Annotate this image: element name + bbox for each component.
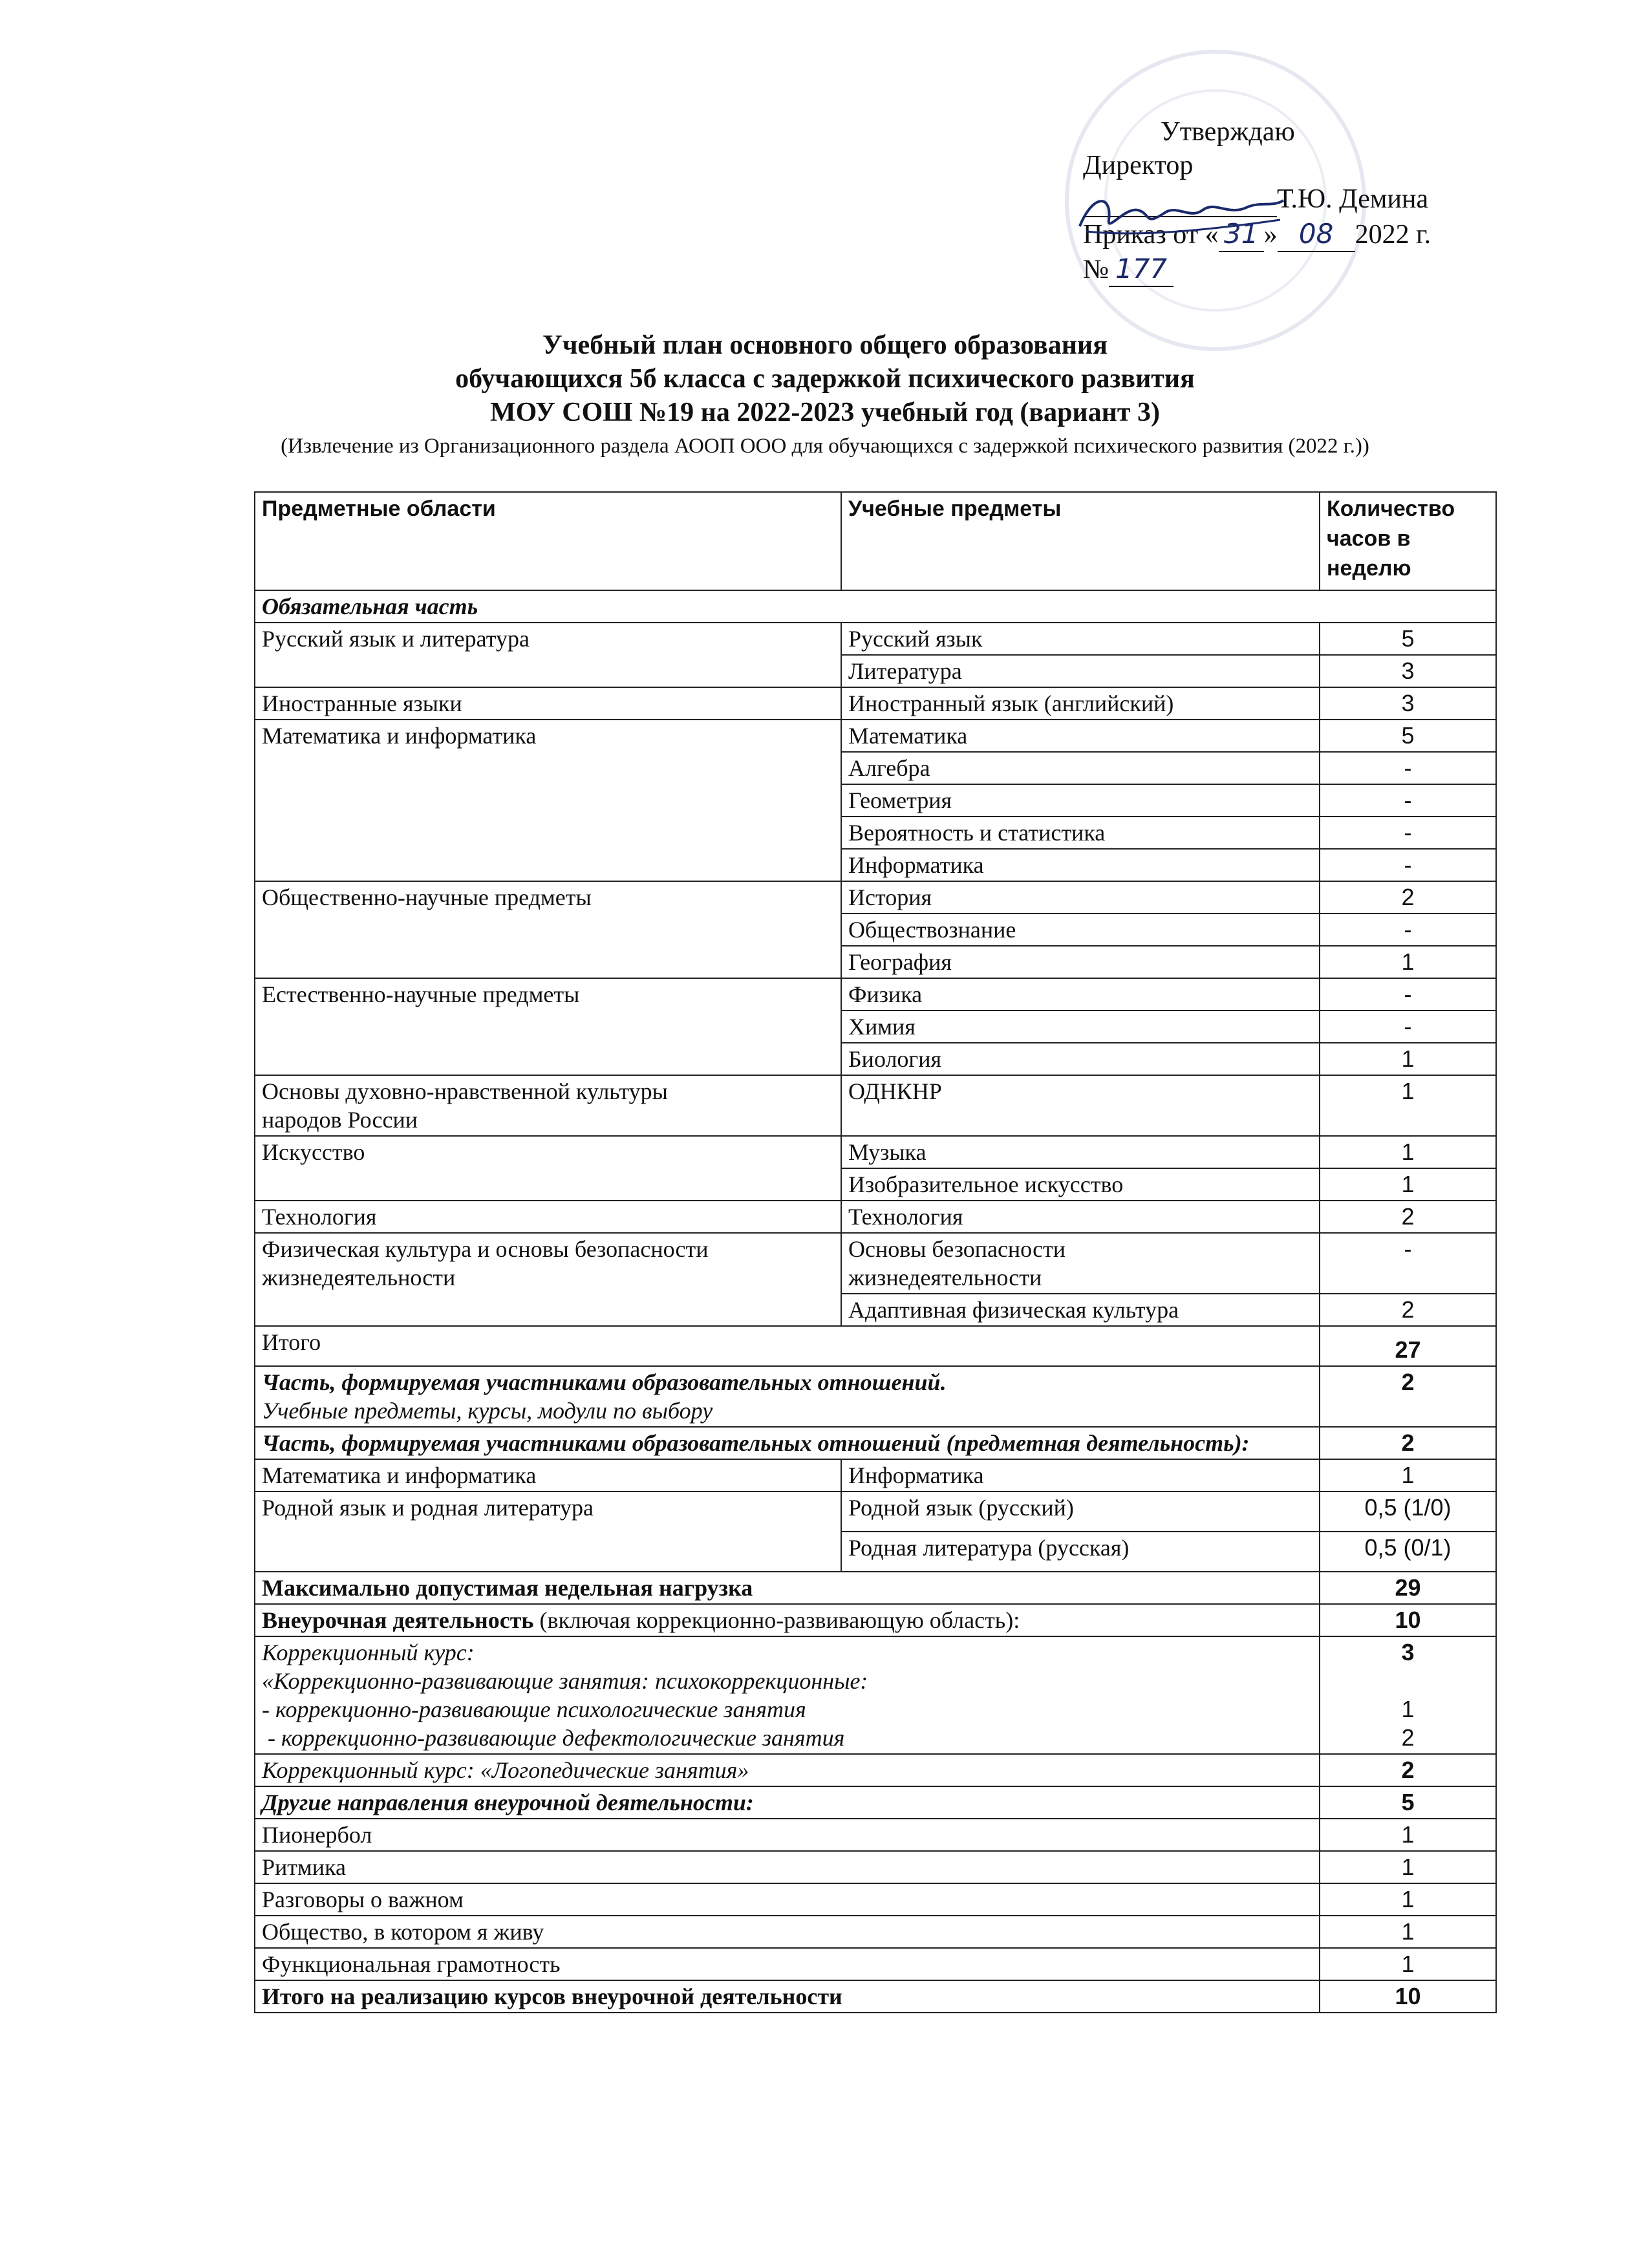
table-row xyxy=(255,978,1496,1011)
table-row xyxy=(255,720,1496,752)
hours-cell: 3 xyxy=(1320,655,1496,687)
activity-cell: Функциональная грамотность xyxy=(255,1948,1320,1980)
order-month: 08 xyxy=(1278,217,1355,252)
max-load-label: Максимально допустимая недельная нагрузка xyxy=(255,1572,1320,1604)
order-mid: » xyxy=(1263,220,1278,250)
subject-cell: Родной язык (русский) xyxy=(841,1492,1320,1532)
mandatory-part-row xyxy=(255,590,1496,623)
area-cell: Математика и информатика xyxy=(255,720,841,881)
table-row xyxy=(255,1201,1496,1233)
area-cell: Основы духовно-нравственной культуры народов России xyxy=(255,1075,841,1136)
subject-cell: Родная литература (русская) xyxy=(841,1532,1320,1572)
header-area: Предметные области xyxy=(255,492,841,590)
subject-cell: Литература xyxy=(841,655,1320,687)
area-cell: Математика и информатика xyxy=(255,1459,841,1492)
part-choice-hours: 2 xyxy=(1320,1366,1496,1427)
hours-cell: 1 xyxy=(1320,1883,1496,1916)
subject-cell: Физика xyxy=(841,978,1320,1011)
subject-cell: Изобразительное искусство xyxy=(841,1168,1320,1201)
subject-cell: Биология xyxy=(841,1043,1320,1075)
total-row xyxy=(255,1326,1496,1366)
total-label: Итого xyxy=(255,1326,1320,1366)
hours-cell: 1 xyxy=(1320,1916,1496,1948)
hours-cell: - xyxy=(1320,978,1496,1011)
activity-cell: Ритмика xyxy=(255,1851,1320,1883)
hours-cell: - xyxy=(1320,849,1496,881)
curriculum-table xyxy=(254,491,1497,2013)
hours-cell: 1 xyxy=(1320,1075,1496,1136)
document-title-block xyxy=(0,328,1650,460)
title-line-3: МОУ СОШ №19 на 2022-2023 учебный год (вариант 3) xyxy=(490,398,1160,427)
hours-cell: 1 xyxy=(1320,1043,1496,1075)
title-line-2: обучающихся 5б класса с задержкой психического развития xyxy=(455,364,1195,394)
table-row xyxy=(255,1819,1496,1851)
hours-cell: - xyxy=(1320,1011,1496,1043)
activity-cell: Общество, в котором я живу xyxy=(255,1916,1320,1948)
table-row xyxy=(255,1948,1496,1980)
speech-label: Коррекционный курс: «Логопедические занятия» xyxy=(255,1754,1320,1786)
subject-cell: История xyxy=(841,881,1320,914)
correction-row xyxy=(255,1636,1496,1754)
hours-cell: 2 xyxy=(1320,881,1496,914)
subject-cell: Основы безопасности жизнедеятельности xyxy=(841,1233,1320,1294)
hours-cell: 1 xyxy=(1320,1851,1496,1883)
hours-cell: - xyxy=(1320,1233,1496,1294)
activity-cell: Пионербол xyxy=(255,1819,1320,1851)
max-load-hours: 29 xyxy=(1320,1572,1496,1604)
subject-cell: Технология xyxy=(841,1201,1320,1233)
hours-cell: 5 xyxy=(1320,720,1496,752)
final-total-label: Итого на реализацию курсов внеурочной деятельности xyxy=(255,1980,1320,2013)
table-header-row xyxy=(255,492,1496,590)
hours-cell: 1 xyxy=(1320,1459,1496,1492)
table-row xyxy=(255,687,1496,720)
subject-cell: Обществознание xyxy=(841,914,1320,946)
table-row xyxy=(255,1136,1496,1168)
hours-cell: 3 xyxy=(1320,687,1496,720)
subject-cell: Информатика xyxy=(841,849,1320,881)
approval-title: Утверждаю xyxy=(1161,117,1295,147)
subject-cell: Геометрия xyxy=(841,784,1320,817)
table-row xyxy=(255,1459,1496,1492)
area-cell: Родной язык и родная литература xyxy=(255,1492,841,1572)
speech-hours: 2 xyxy=(1320,1754,1496,1786)
hours-cell: 1 xyxy=(1320,1168,1496,1201)
order-prefix: Приказ от « xyxy=(1083,220,1219,250)
subject-cell: Математика xyxy=(841,720,1320,752)
table-row xyxy=(255,1851,1496,1883)
header-subjects: Учебные предметы xyxy=(841,492,1320,590)
area-cell: Общественно-научные предметы xyxy=(255,881,841,978)
table-row xyxy=(255,1075,1496,1136)
area-cell: Естественно-научные предметы xyxy=(255,978,841,1075)
subject-cell: Адаптивная физическая культура xyxy=(841,1294,1320,1326)
extracurricular-hours: 10 xyxy=(1320,1604,1496,1636)
table-row xyxy=(255,623,1496,655)
mandatory-part-label: Обязательная часть xyxy=(255,590,1496,623)
subject-cell: Химия xyxy=(841,1011,1320,1043)
max-load-row xyxy=(255,1572,1496,1604)
title-line-1: Учебный план основного общего образования xyxy=(542,330,1108,360)
subject-cell: География xyxy=(841,946,1320,978)
part-choice-row xyxy=(255,1366,1496,1427)
part-subject-label: Часть, формируемая участниками образовательных отношений (предметная деятельность): xyxy=(255,1427,1320,1459)
area-cell: Технология xyxy=(255,1201,841,1233)
area-cell: Искусство xyxy=(255,1136,841,1201)
correction-label: Коррекционный курс: «Коррекционно-развивающие занятия: психокоррекционные: - коррекционно-развивающие психологические занятия - коррекционно-развивающие дефектологические занятия xyxy=(255,1636,1320,1754)
hours-cell: 5 xyxy=(1320,623,1496,655)
hours-cell: 2 xyxy=(1320,1201,1496,1233)
subject-cell: Иностранный язык (английский) xyxy=(841,687,1320,720)
area-cell: Русский язык и литература xyxy=(255,623,841,687)
subject-cell: Русский язык xyxy=(841,623,1320,655)
other-directions-row xyxy=(255,1786,1496,1819)
order-number-value: 177 xyxy=(1109,252,1173,287)
activity-cell: Разговоры о важном xyxy=(255,1883,1320,1916)
total-hours: 27 xyxy=(1320,1326,1496,1366)
hours-cell: 2 xyxy=(1320,1294,1496,1326)
hours-cell: - xyxy=(1320,752,1496,784)
subject-cell: ОДНКНР xyxy=(841,1075,1320,1136)
part-choice-label: Часть, формируемая участниками образовательных отношений. Учебные предметы, курсы, модули по выбору xyxy=(255,1366,1320,1427)
director-signature xyxy=(1073,181,1287,246)
hours-cell: 0,5 (0/1) xyxy=(1320,1532,1496,1572)
correction-hours: 3 1 2 xyxy=(1320,1636,1496,1754)
hours-cell: 1 xyxy=(1320,1948,1496,1980)
table-row xyxy=(255,1233,1496,1294)
order-number-label: № xyxy=(1083,255,1109,284)
director-name: Т.Ю. Демина xyxy=(1277,184,1429,214)
table-row xyxy=(255,881,1496,914)
hours-cell: - xyxy=(1320,817,1496,849)
extracurricular-row xyxy=(255,1604,1496,1636)
subject-cell: Алгебра xyxy=(841,752,1320,784)
hours-cell: - xyxy=(1320,914,1496,946)
order-day: 31 xyxy=(1219,217,1264,252)
final-total-hours: 10 xyxy=(1320,1980,1496,2013)
title-subtitle: (Извлечение из Организационного раздела АООП ООО для обучающихся с задержкой психического развития (2022 г.)) xyxy=(281,434,1369,458)
approval-position: Директор xyxy=(1083,151,1194,180)
hours-cell: 0,5 (1/0) xyxy=(1320,1492,1496,1532)
hours-cell: 1 xyxy=(1320,1136,1496,1168)
subject-cell: Информатика xyxy=(841,1459,1320,1492)
part-subject-hours: 2 xyxy=(1320,1427,1496,1459)
header-hours: Количество часов в неделю xyxy=(1320,492,1496,590)
table-row xyxy=(255,1492,1496,1532)
extracurricular-label: Внеурочная деятельность (включая коррекционно-развивающую область): xyxy=(255,1604,1320,1636)
hours-cell: - xyxy=(1320,784,1496,817)
final-total-row xyxy=(255,1980,1496,2013)
order-year: 2022 г. xyxy=(1355,220,1431,250)
area-cell: Физическая культура и основы безопасности жизнедеятельности xyxy=(255,1233,841,1326)
subject-cell: Музыка xyxy=(841,1136,1320,1168)
hours-cell: 1 xyxy=(1320,1819,1496,1851)
other-directions-hours: 5 xyxy=(1320,1786,1496,1819)
part-subject-row xyxy=(255,1427,1496,1459)
order-number-line xyxy=(1083,252,1548,287)
hours-cell: 1 xyxy=(1320,946,1496,978)
table-row xyxy=(255,1916,1496,1948)
speech-row xyxy=(255,1754,1496,1786)
area-cell: Иностранные языки xyxy=(255,687,841,720)
other-directions-label: Другие направления внеурочной деятельности: xyxy=(255,1786,1320,1819)
table-row xyxy=(255,1883,1496,1916)
subject-cell: Вероятность и статистика xyxy=(841,817,1320,849)
